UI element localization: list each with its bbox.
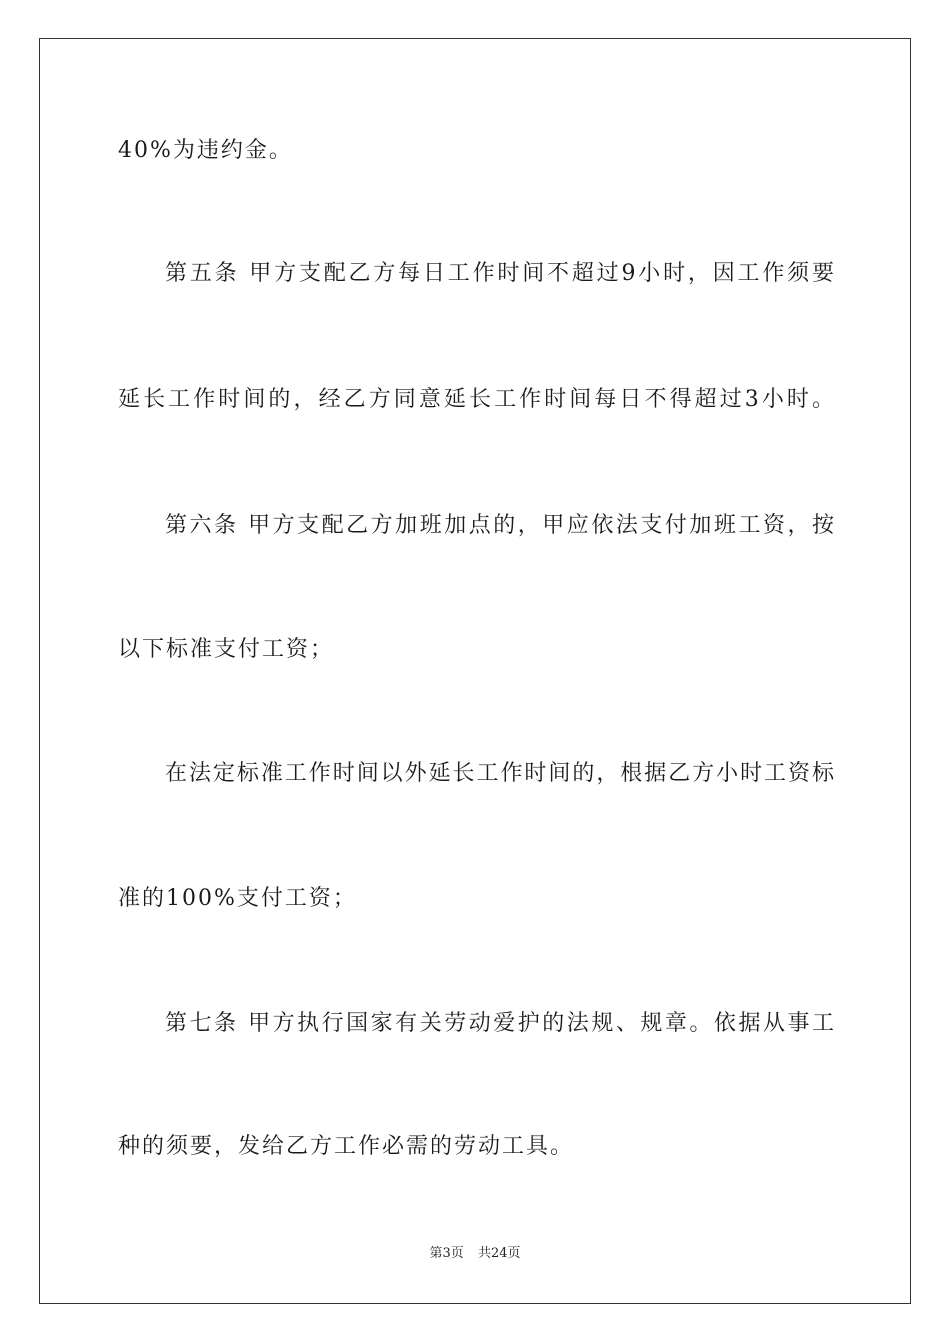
text-line-2: 第五条 甲方支配乙方每日工作时间不超过9小时，因工作须要 (165, 261, 834, 286)
text-line-8: 第七条 甲方执行国家有关劳动爱护的法规、规章。依据从事工 (165, 1011, 834, 1036)
page-border (39, 38, 911, 1304)
text-line-4: 第六条 甲方支配乙方加班加点的，甲应依法支付加班工资，按 (165, 513, 834, 538)
text-line-9: 种的须要，发给乙方工作必需的劳动工具。 (118, 1134, 575, 1159)
page-number: 第3页 (429, 1246, 464, 1261)
text-line-5: 以下标准支付工资； (118, 637, 335, 662)
text-line-7: 准的100%支付工资； (118, 886, 357, 911)
text-line-6: 在法定标准工作时间以外延长工作时间的，根据乙方小时工资标 (165, 761, 834, 786)
page-footer (0, 1245, 950, 1263)
text-line-3: 延长工作时间的，经乙方同意延长工作时间每日不得超过3小时。 (118, 387, 834, 412)
page-total: 共24页 (477, 1246, 521, 1261)
text-line-1: 40%为违约金。 (118, 138, 293, 163)
